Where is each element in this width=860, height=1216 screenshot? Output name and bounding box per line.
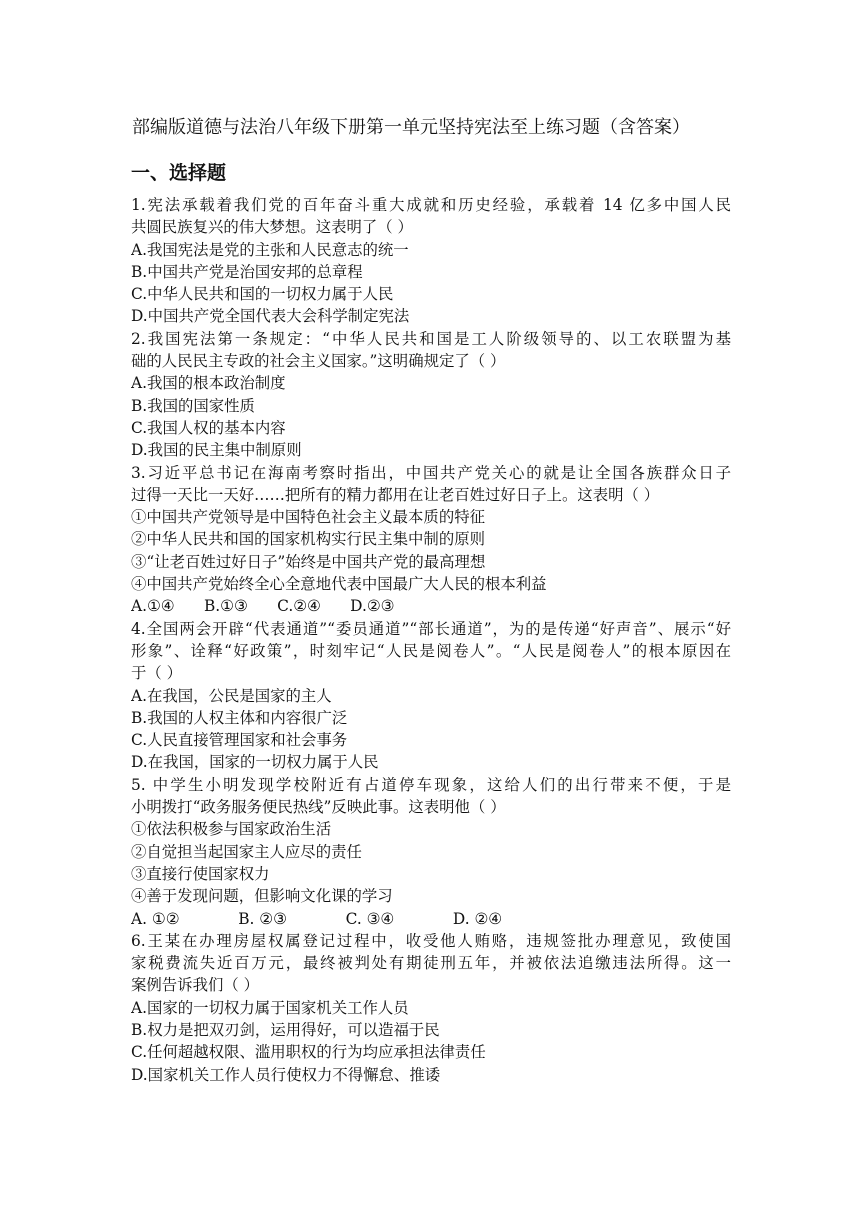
option-a: A.我国的根本政治制度 (131, 374, 286, 393)
option-d: D.我国的民主集中制原则 (131, 441, 302, 460)
question-stem-line: 5. 中学生小明发现学校附近有占道停车现象，这给人们的出行带来不便，于是 (131, 775, 731, 794)
statement-4: ④善于发现问题，但影响文化课的学习 (131, 887, 393, 906)
question-stem-line: 3.习近平总书记在海南考察时指出，中国共产党关心的就是让全国各族群众日子 (131, 463, 731, 482)
question-stem-line: 1.宪法承载着我们党的百年奋斗重大成就和历史经验，承载着 14 亿多中国人民 (131, 196, 731, 214)
statement-4: ④中国共产党始终全心全意地代表中国最广大人民的根本利益 (131, 575, 547, 594)
option-c: C.人民直接管理国家和社会事务 (131, 731, 348, 750)
option-a: A.我国宪法是党的主张和人民意志的统一 (131, 240, 409, 259)
document-title: 部编版道德与法治八年级下册第一单元坚持宪法至上练习题（含答案） (132, 117, 690, 138)
statement-1: ①依法积极参与国家政治生活 (131, 820, 332, 839)
question-stem-line: 小明拨打“政务服务便民热线”反映此事。这表明他（ ） (131, 798, 506, 817)
statement-2: ②自觉担当起国家主人应尽的责任 (131, 842, 362, 861)
question-1 (131, 194, 731, 328)
question-stem-line: 于（ ） (131, 664, 183, 683)
question-stem-line: 2.我国宪法第一条规定：“中华人民共和国是工人阶级领导的、以工农联盟为基 (131, 329, 731, 348)
question-stem-line: 案例告诉我们（ ） (131, 976, 260, 995)
option-d: D.国家机关工作人员行使权力不得懈怠、推诿 (131, 1065, 441, 1084)
question-stem-line: 础的人民民主专政的社会主义国家。”这明确规定了（ ） (131, 352, 506, 371)
question-stem-line: 6.王某在办理房屋权属登记过程中，收受他人贿赂，违规签批办理意见，致使国 (131, 931, 731, 950)
option-a: A.在我国，公民是国家的主人 (131, 686, 332, 705)
option-b: B.我国的人权主体和内容很广泛 (131, 708, 348, 727)
question-2 (131, 328, 731, 462)
option-b: B.权力是把双刃剑，运用得好，可以造福于民 (131, 1020, 440, 1039)
option-c: C.中华人民共和国的一切权力属于人民 (131, 285, 394, 304)
option-c: C.我国人权的基本内容 (131, 418, 286, 437)
statement-3: ③直接行使国家权力 (131, 864, 270, 883)
statement-1: ①中国共产党领导是中国特色社会主义最本质的特征 (131, 508, 485, 527)
question-4 (131, 618, 731, 774)
statement-3: ③“让老百姓过好日子”始终是中国共产党的最高理想 (131, 552, 486, 571)
question-stem-line: 过得一天比一天好……把所有的精力都用在让老百姓过好日子上。这表明（ ） (131, 485, 660, 504)
question-3 (131, 462, 731, 618)
section-heading: 一、选择题 (131, 162, 227, 184)
option-d: D.中国共产党全国代表大会科学制定宪法 (131, 307, 410, 326)
option-d: D.在我国，国家的一切权力属于人民 (131, 753, 379, 772)
question-stem-line: 4.全国两会开辟“代表通道”“委员通道”“部长通道”，为的是传递“好声音”、展示“好 (131, 619, 731, 638)
question-5 (131, 774, 731, 930)
option-c: C.任何超越权限、滥用职权的行为均应承担法律责任 (131, 1043, 486, 1062)
question-stem-line: 家税费流失近百万元，最终被判处有期徒刑五年，并被依法追缴违法所得。这一 (131, 954, 731, 973)
question-stem-line: 形象”、诠释“好政策”，时刻牢记“人民是阅卷人”。“人民是阅卷人”的根本原因在 (131, 641, 731, 660)
question-6 (131, 930, 731, 1086)
question-list (131, 194, 731, 1086)
question-stem-line: 共圆民族复兴的伟大梦想。这表明了（ ） (131, 218, 413, 237)
answer-choices: A. ①② B. ②③ C. ③④ D. ②④ (131, 909, 503, 928)
statement-2: ②中华人民共和国的国家机构实行民主集中制的原则 (131, 530, 485, 549)
option-b: B.中国共产党是治国安邦的总章程 (131, 262, 363, 281)
option-b: B.我国的国家性质 (131, 396, 255, 415)
answer-choices: A.①④ B.①③ C.②④ D.②③ (131, 597, 395, 616)
option-a: A.国家的一切权力属于国家机关工作人员 (131, 998, 409, 1017)
